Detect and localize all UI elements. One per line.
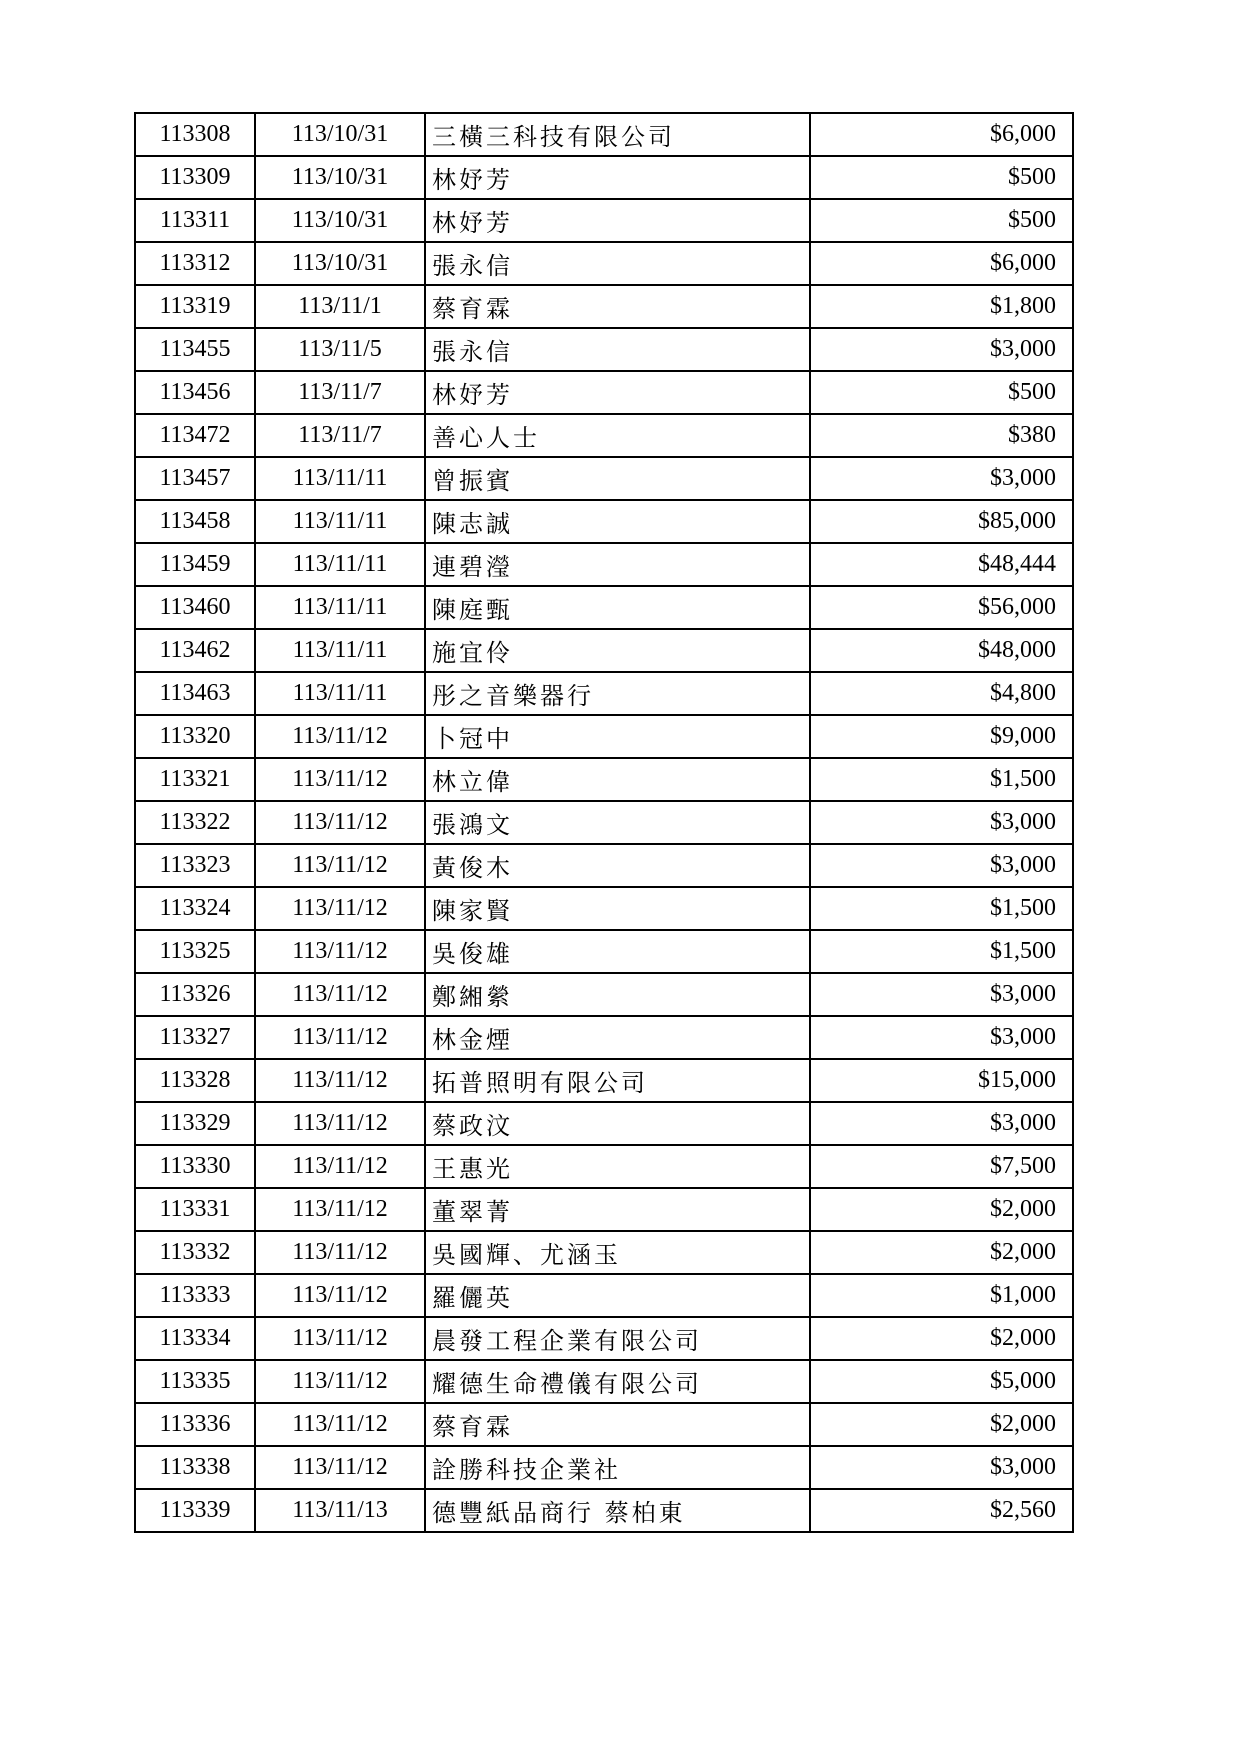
date-cell: 113/11/12 xyxy=(255,1231,425,1274)
donor-name-cell: 羅儷英 xyxy=(425,1274,810,1317)
table-row xyxy=(135,328,1073,371)
receipt-number-cell: 113455 xyxy=(135,328,255,371)
date-cell: 113/11/1 xyxy=(255,285,425,328)
receipt-number-cell: 113331 xyxy=(135,1188,255,1231)
amount-cell: $1,500 xyxy=(810,930,1073,973)
receipt-number-cell: 113334 xyxy=(135,1317,255,1360)
donor-name-cell: 董翠菁 xyxy=(425,1188,810,1231)
date-cell: 113/11/5 xyxy=(255,328,425,371)
receipt-number-cell: 113339 xyxy=(135,1489,255,1532)
receipt-number-cell: 113472 xyxy=(135,414,255,457)
table-row xyxy=(135,1188,1073,1231)
donor-name-cell: 林立偉 xyxy=(425,758,810,801)
date-cell: 113/11/12 xyxy=(255,1145,425,1188)
donor-name-cell: 曾振賓 xyxy=(425,457,810,500)
receipt-number-cell: 113327 xyxy=(135,1016,255,1059)
receipt-number-cell: 113321 xyxy=(135,758,255,801)
date-cell: 113/10/31 xyxy=(255,199,425,242)
receipt-number-cell: 113328 xyxy=(135,1059,255,1102)
table-row xyxy=(135,285,1073,328)
receipt-number-cell: 113311 xyxy=(135,199,255,242)
amount-cell: $15,000 xyxy=(810,1059,1073,1102)
table-row xyxy=(135,586,1073,629)
table-row xyxy=(135,242,1073,285)
table-row xyxy=(135,543,1073,586)
receipt-number-cell: 113319 xyxy=(135,285,255,328)
date-cell: 113/11/12 xyxy=(255,930,425,973)
amount-cell: $3,000 xyxy=(810,1016,1073,1059)
table-row xyxy=(135,500,1073,543)
date-cell: 113/10/31 xyxy=(255,113,425,156)
donor-name-cell: 林金煙 xyxy=(425,1016,810,1059)
donor-name-cell: 張永信 xyxy=(425,328,810,371)
table-row xyxy=(135,1403,1073,1446)
date-cell: 113/11/12 xyxy=(255,715,425,758)
receipt-number-cell: 113320 xyxy=(135,715,255,758)
amount-cell: $2,000 xyxy=(810,1317,1073,1360)
table-row xyxy=(135,844,1073,887)
amount-cell: $48,000 xyxy=(810,629,1073,672)
donor-name-cell: 陳志誠 xyxy=(425,500,810,543)
table-row xyxy=(135,1274,1073,1317)
donor-name-cell: 陳家賢 xyxy=(425,887,810,930)
donor-name-cell: 吳國輝、尤涵玉 xyxy=(425,1231,810,1274)
amount-cell: $2,000 xyxy=(810,1188,1073,1231)
receipt-number-cell: 113462 xyxy=(135,629,255,672)
donor-name-cell: 張鴻文 xyxy=(425,801,810,844)
table-row xyxy=(135,113,1073,156)
donor-name-cell: 三橫三科技有限公司 xyxy=(425,113,810,156)
date-cell: 113/10/31 xyxy=(255,156,425,199)
amount-cell: $2,000 xyxy=(810,1231,1073,1274)
donor-name-cell: 詮勝科技企業社 xyxy=(425,1446,810,1489)
receipt-number-cell: 113456 xyxy=(135,371,255,414)
donor-name-cell: 連碧瀅 xyxy=(425,543,810,586)
date-cell: 113/11/12 xyxy=(255,1274,425,1317)
table-row xyxy=(135,629,1073,672)
donor-name-cell: 蔡政汶 xyxy=(425,1102,810,1145)
table-row xyxy=(135,414,1073,457)
donor-name-cell: 林妤芳 xyxy=(425,371,810,414)
amount-cell: $6,000 xyxy=(810,242,1073,285)
amount-cell: $500 xyxy=(810,371,1073,414)
date-cell: 113/11/12 xyxy=(255,887,425,930)
table-row xyxy=(135,973,1073,1016)
donor-name-cell: 德豐紙品商行 蔡柏東 xyxy=(425,1489,810,1532)
receipt-number-cell: 113324 xyxy=(135,887,255,930)
date-cell: 113/11/12 xyxy=(255,1403,425,1446)
table-row xyxy=(135,1317,1073,1360)
table-row xyxy=(135,672,1073,715)
amount-cell: $3,000 xyxy=(810,328,1073,371)
amount-cell: $48,444 xyxy=(810,543,1073,586)
donor-name-cell: 施宜伶 xyxy=(425,629,810,672)
table-row xyxy=(135,887,1073,930)
receipt-number-cell: 113460 xyxy=(135,586,255,629)
receipt-number-cell: 113459 xyxy=(135,543,255,586)
amount-cell: $3,000 xyxy=(810,973,1073,1016)
amount-cell: $9,000 xyxy=(810,715,1073,758)
donor-name-cell: 黃俊木 xyxy=(425,844,810,887)
table-row xyxy=(135,457,1073,500)
donor-name-cell: 拓普照明有限公司 xyxy=(425,1059,810,1102)
amount-cell: $7,500 xyxy=(810,1145,1073,1188)
amount-cell: $1,500 xyxy=(810,887,1073,930)
date-cell: 113/11/12 xyxy=(255,973,425,1016)
date-cell: 113/11/12 xyxy=(255,758,425,801)
receipt-number-cell: 113333 xyxy=(135,1274,255,1317)
donor-name-cell: 陳庭甄 xyxy=(425,586,810,629)
date-cell: 113/11/12 xyxy=(255,1102,425,1145)
amount-cell: $2,000 xyxy=(810,1403,1073,1446)
donor-name-cell: 吳俊雄 xyxy=(425,930,810,973)
date-cell: 113/11/12 xyxy=(255,1360,425,1403)
receipt-number-cell: 113309 xyxy=(135,156,255,199)
table-row xyxy=(135,1102,1073,1145)
date-cell: 113/11/12 xyxy=(255,1016,425,1059)
table-row xyxy=(135,1360,1073,1403)
table-row xyxy=(135,801,1073,844)
date-cell: 113/11/12 xyxy=(255,1317,425,1360)
table-row xyxy=(135,1489,1073,1532)
table-row xyxy=(135,1059,1073,1102)
date-cell: 113/11/11 xyxy=(255,672,425,715)
amount-cell: $1,000 xyxy=(810,1274,1073,1317)
amount-cell: $6,000 xyxy=(810,113,1073,156)
amount-cell: $380 xyxy=(810,414,1073,457)
table-row xyxy=(135,1231,1073,1274)
date-cell: 113/11/12 xyxy=(255,1188,425,1231)
donor-name-cell: 卜冠中 xyxy=(425,715,810,758)
amount-cell: $5,000 xyxy=(810,1360,1073,1403)
date-cell: 113/10/31 xyxy=(255,242,425,285)
donor-name-cell: 林妤芳 xyxy=(425,199,810,242)
receipt-number-cell: 113330 xyxy=(135,1145,255,1188)
date-cell: 113/11/11 xyxy=(255,543,425,586)
receipt-number-cell: 113329 xyxy=(135,1102,255,1145)
amount-cell: $3,000 xyxy=(810,801,1073,844)
amount-cell: $3,000 xyxy=(810,844,1073,887)
receipt-number-cell: 113335 xyxy=(135,1360,255,1403)
date-cell: 113/11/12 xyxy=(255,1446,425,1489)
receipt-number-cell: 113457 xyxy=(135,457,255,500)
date-cell: 113/11/11 xyxy=(255,457,425,500)
table-row xyxy=(135,1145,1073,1188)
table-row xyxy=(135,199,1073,242)
receipt-number-cell: 113323 xyxy=(135,844,255,887)
donor-name-cell: 善心人士 xyxy=(425,414,810,457)
amount-cell: $3,000 xyxy=(810,1102,1073,1145)
receipt-number-cell: 113312 xyxy=(135,242,255,285)
date-cell: 113/11/12 xyxy=(255,801,425,844)
donor-name-cell: 蔡育霖 xyxy=(425,1403,810,1446)
amount-cell: $500 xyxy=(810,156,1073,199)
donor-name-cell: 晨發工程企業有限公司 xyxy=(425,1317,810,1360)
amount-cell: $3,000 xyxy=(810,1446,1073,1489)
receipt-number-cell: 113338 xyxy=(135,1446,255,1489)
amount-cell: $1,500 xyxy=(810,758,1073,801)
donor-name-cell: 王惠光 xyxy=(425,1145,810,1188)
receipt-number-cell: 113322 xyxy=(135,801,255,844)
donor-name-cell: 張永信 xyxy=(425,242,810,285)
amount-cell: $3,000 xyxy=(810,457,1073,500)
receipt-number-cell: 113326 xyxy=(135,973,255,1016)
receipt-number-cell: 113458 xyxy=(135,500,255,543)
donor-name-cell: 彤之音樂器行 xyxy=(425,672,810,715)
amount-cell: $2,560 xyxy=(810,1489,1073,1532)
date-cell: 113/11/11 xyxy=(255,629,425,672)
donor-name-cell: 鄭緗縈 xyxy=(425,973,810,1016)
donation-table-body xyxy=(135,113,1073,1532)
amount-cell: $85,000 xyxy=(810,500,1073,543)
date-cell: 113/11/12 xyxy=(255,1059,425,1102)
receipt-number-cell: 113332 xyxy=(135,1231,255,1274)
table-row xyxy=(135,156,1073,199)
table-row xyxy=(135,1016,1073,1059)
date-cell: 113/11/12 xyxy=(255,844,425,887)
amount-cell: $4,800 xyxy=(810,672,1073,715)
amount-cell: $1,800 xyxy=(810,285,1073,328)
donor-name-cell: 林妤芳 xyxy=(425,156,810,199)
receipt-number-cell: 113325 xyxy=(135,930,255,973)
date-cell: 113/11/7 xyxy=(255,371,425,414)
donor-name-cell: 耀德生命禮儀有限公司 xyxy=(425,1360,810,1403)
table-row xyxy=(135,715,1073,758)
date-cell: 113/11/11 xyxy=(255,500,425,543)
amount-cell: $500 xyxy=(810,199,1073,242)
receipt-number-cell: 113463 xyxy=(135,672,255,715)
donation-table xyxy=(134,112,1074,1533)
table-row xyxy=(135,371,1073,414)
donor-name-cell: 蔡育霖 xyxy=(425,285,810,328)
receipt-number-cell: 113308 xyxy=(135,113,255,156)
date-cell: 113/11/13 xyxy=(255,1489,425,1532)
table-row xyxy=(135,1446,1073,1489)
table-row xyxy=(135,758,1073,801)
amount-cell: $56,000 xyxy=(810,586,1073,629)
table-row xyxy=(135,930,1073,973)
date-cell: 113/11/7 xyxy=(255,414,425,457)
receipt-number-cell: 113336 xyxy=(135,1403,255,1446)
date-cell: 113/11/11 xyxy=(255,586,425,629)
